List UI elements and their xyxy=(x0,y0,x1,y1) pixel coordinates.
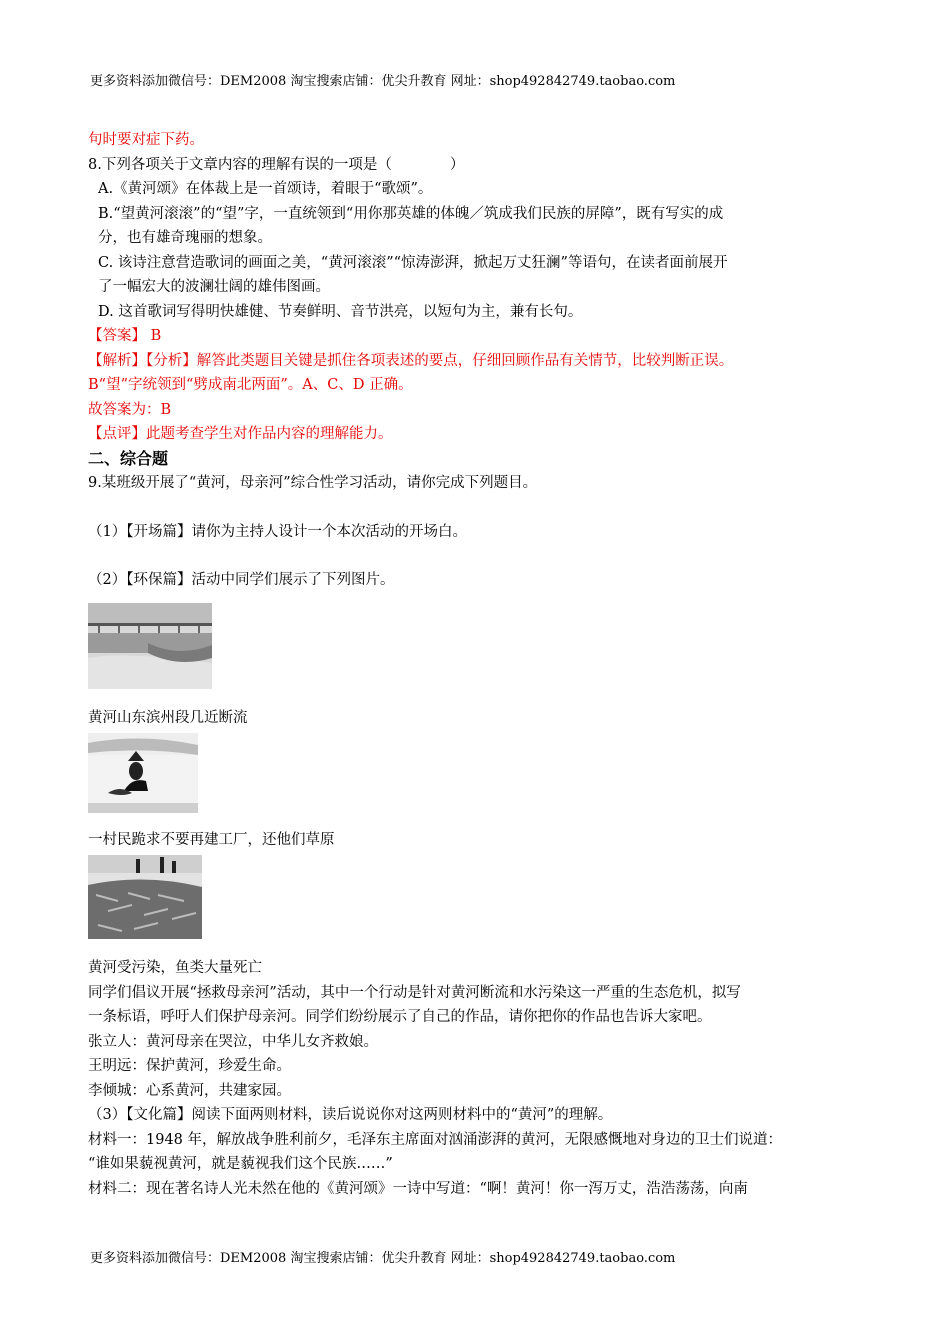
material-1-cont: “谁如果藐视黄河，就是藐视我们这个民族……” xyxy=(88,1156,393,1172)
page-footer: 更多资料添加微信号：DEM2008 淘宝搜索店铺：优尖升教育 网址：shop492842749.taobao.com xyxy=(90,1251,676,1266)
q8-answer: 【答案】 B xyxy=(88,328,162,344)
q9-part2: （2）【环保篇】活动中同学们展示了下列图片。 xyxy=(88,572,395,588)
slogan-wang: 王明远：保护黄河，珍爱生命。 xyxy=(88,1058,291,1074)
q8-option-c-cont: 了一幅宏大的波澜壮阔的雄伟图画。 xyxy=(98,279,330,295)
q8-option-b-cont: 分，也有雄奇瑰丽的想象。 xyxy=(98,230,272,246)
material-1: 材料一：1948 年，解放战争胜利前夕，毛泽东主席面对汹涌澎湃的黄河，无限感慨地对身边的卫士们说道： xyxy=(88,1131,783,1148)
q8-option-c: C. 该诗注意营造歌词的画面之美，“黄河滚滚”“惊涛澎湃，掀起万丈狂澜”等语句，在读者面前展开 xyxy=(98,254,728,271)
slogan-li: 李倾城：心系黄河，共建家园。 xyxy=(88,1082,291,1099)
photo-river-bridge xyxy=(88,603,212,689)
document-body xyxy=(88,128,868,1201)
q8-option-a: A.《黄河颂》在体裁上是一首颂诗，着眼于“歌颂”。 xyxy=(98,181,433,197)
q9-part1: （1）【开场篇】请你为主持人设计一个本次活动的开场白。 xyxy=(88,523,467,540)
section-title: 二、综合题 xyxy=(88,448,169,468)
q9-paragraph: 同学们倡议开展“拯救母亲河”活动，其中一个行动是针对黄河断流和水污染这一严重的生态危机，拟写 xyxy=(88,984,741,1001)
q9-part3: （3）【文化篇】阅读下面两则材料，读后说说你对这两则材料中的“黄河”的理解。 xyxy=(88,1107,613,1123)
photo-caption-1: 黄河山东滨州段几近断流 xyxy=(88,709,248,726)
photo-kneeling-villager xyxy=(88,733,198,813)
page-header: 更多资料添加微信号：DEM2008 淘宝搜索店铺：优尖升教育 网址：shop492842749.taobao.com xyxy=(90,74,676,89)
q8-option-d: D. 这首歌词写得明快雄健、节奏鲜明、音节洪亮，以短句为主，兼有长句。 xyxy=(98,303,583,320)
q8-comment: 【点评】此题考查学生对作品内容的理解能力。 xyxy=(88,426,393,442)
q8-option-b: B.“望黄河滚滚”的“望”字，一直统领到“用你那英雄的体魄／筑成我们民族的屏障”，既有写实的成 xyxy=(98,205,724,222)
q8-analysis-cont: B“望”字统领到“劈成南北两面”。A、C、D 正确。 xyxy=(88,377,413,393)
photo-caption-2: 一村民跪求不要再建工厂，还他们草原 xyxy=(88,831,335,848)
q8-conclusion: 故答案为：B xyxy=(88,401,172,418)
q8-stem: 8.下列各项关于文章内容的理解有误的一项是（ ） xyxy=(88,156,465,173)
q7-tail: 句时要对症下药。 xyxy=(88,132,204,148)
q9-paragraph-cont: 一条标语，呼吁人们保护母亲河。同学们纷纷展示了自己的作品，请你把你的作品也告诉大家吧。 xyxy=(88,1009,712,1025)
photo-dead-fish xyxy=(88,855,202,939)
photo-caption-3: 黄河受污染，鱼类大量死亡 xyxy=(88,959,262,976)
material-2: 材料二：现在著名诗人光未然在他的《黄河颂》一诗中写道：“啊！黄河！你一泻万丈，浩浩荡荡，向南 xyxy=(88,1180,748,1197)
q8-analysis: 【解析】【分析】解答此类题目关键是抓住各项表述的要点，仔细回顾作品有关情节，比较判断正误。 xyxy=(88,352,734,369)
slogan-zhang: 张立人：黄河母亲在哭泣，中华儿女齐救娘。 xyxy=(88,1033,378,1050)
q9-stem: 9.某班级开展了“黄河，母亲河”综合性学习活动，请你完成下列题目。 xyxy=(88,475,538,491)
